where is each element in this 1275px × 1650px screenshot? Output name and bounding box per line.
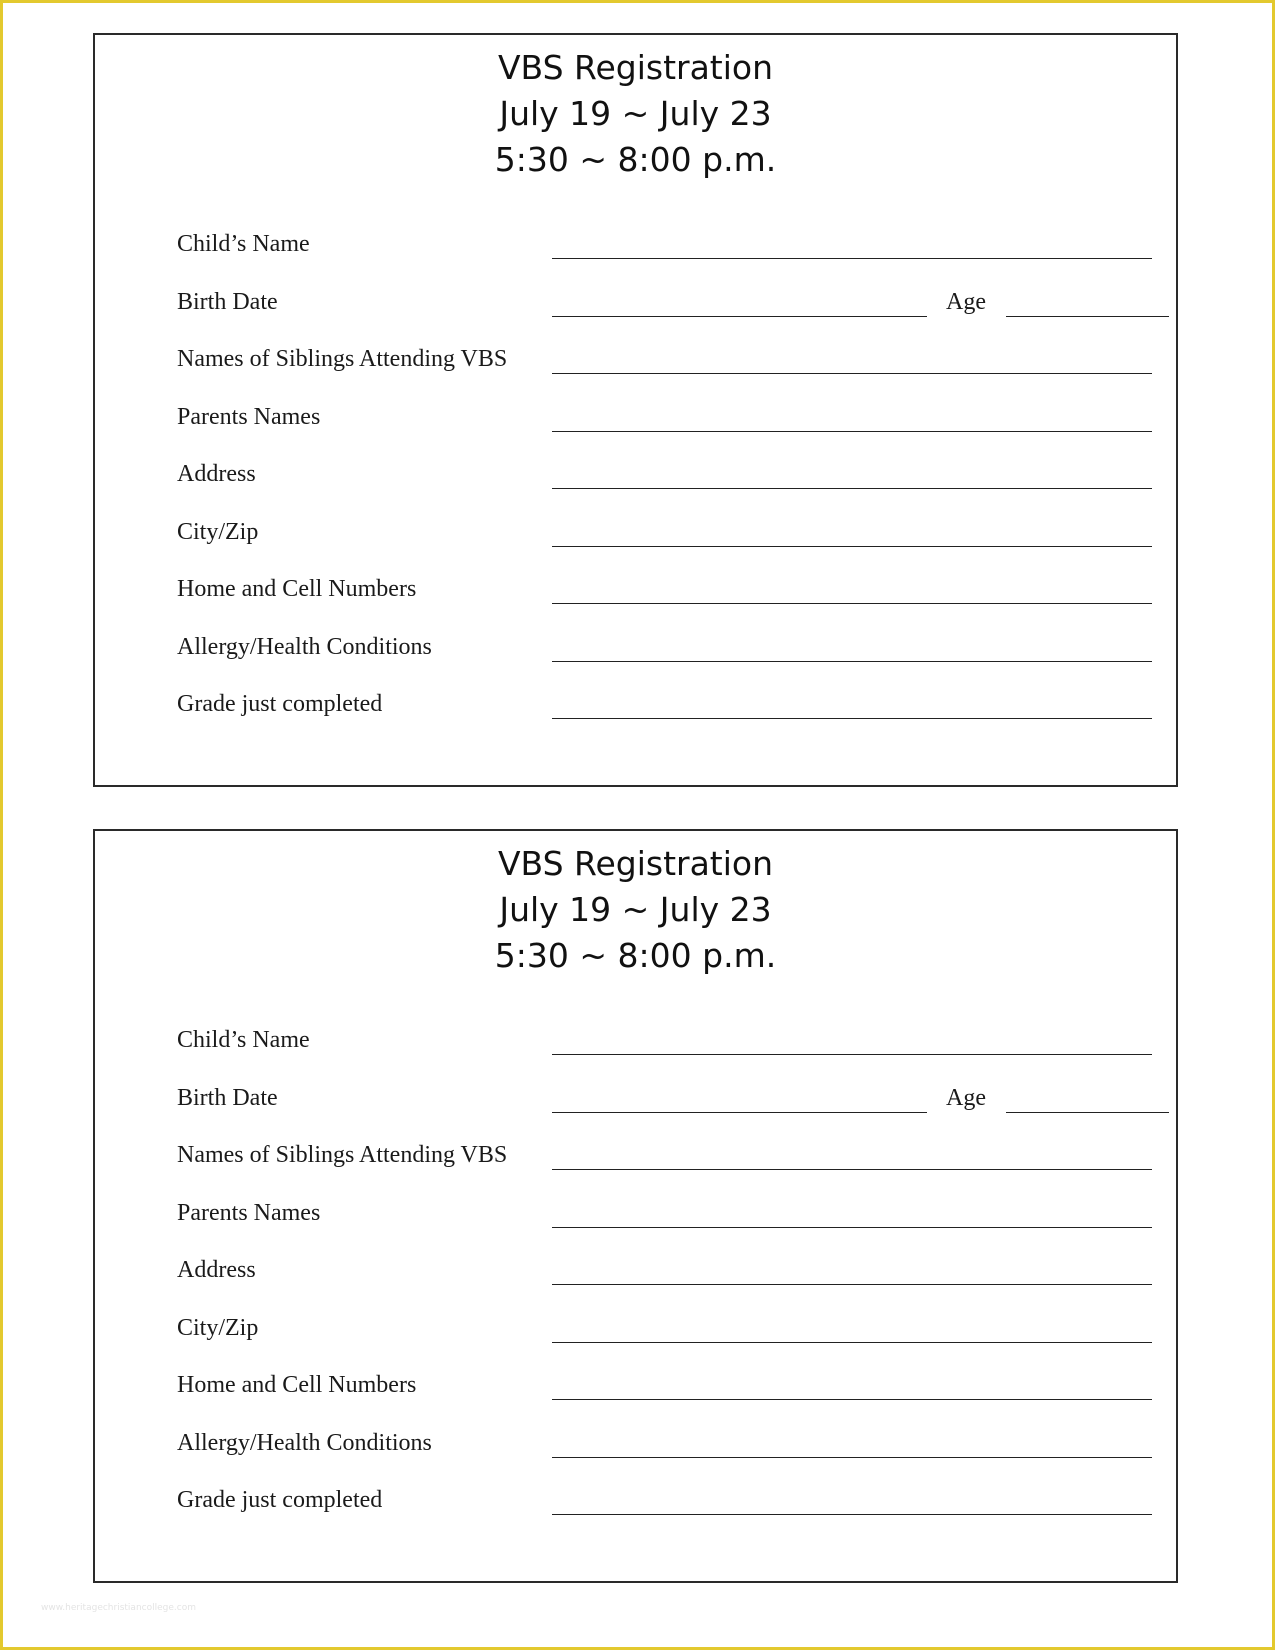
age-blank[interactable]: [1006, 1112, 1169, 1113]
city-zip-label: City/Zip: [177, 518, 259, 545]
address-label: Address: [177, 1257, 256, 1283]
grade-label: Grade just completed: [177, 1487, 383, 1513]
address-blank[interactable]: [552, 488, 1152, 489]
city-zip-label: City/Zip: [177, 1314, 259, 1341]
grade-label: Grade just completed: [177, 691, 383, 717]
child-name-label: Child’s Name: [177, 1027, 310, 1053]
age-blank[interactable]: [1006, 316, 1169, 317]
field-row-allergy: [177, 1429, 1148, 1487]
event-dates: July 19 ~ July 23: [499, 94, 772, 133]
field-row-parents: [177, 403, 1148, 461]
phone-blank[interactable]: [552, 1399, 1152, 1400]
address-blank[interactable]: [552, 1284, 1152, 1285]
card-header: [95, 45, 1176, 183]
allergy-blank[interactable]: [552, 1457, 1152, 1458]
birth-date-blank[interactable]: [552, 316, 927, 317]
birth-date-label: Birth Date: [177, 288, 278, 315]
child-name-blank[interactable]: [552, 1054, 1152, 1055]
allergy-label: Allergy/Health Conditions: [177, 633, 432, 660]
grade-blank[interactable]: [552, 1514, 1152, 1515]
field-row-birth-date: [177, 288, 1148, 346]
child-name-label: Child’s Name: [177, 231, 310, 257]
parents-label: Parents Names: [177, 403, 321, 430]
siblings-label: Names of Siblings Attending VBS: [177, 1142, 508, 1168]
card-header: [95, 841, 1176, 979]
city-zip-blank[interactable]: [552, 1342, 1152, 1343]
allergy-label: Allergy/Health Conditions: [177, 1429, 432, 1456]
age-label: Age: [946, 1084, 986, 1111]
siblings-blank[interactable]: [552, 1169, 1152, 1170]
parents-blank[interactable]: [552, 1227, 1152, 1228]
field-row-city-zip: [177, 518, 1148, 576]
phone-label: Home and Cell Numbers: [177, 576, 417, 602]
birth-date-blank[interactable]: [552, 1112, 927, 1113]
field-row-child-name: [177, 230, 1148, 288]
siblings-label: Names of Siblings Attending VBS: [177, 346, 508, 372]
form-title: VBS Registration: [497, 844, 774, 883]
child-name-blank[interactable]: [552, 258, 1152, 259]
city-zip-blank[interactable]: [552, 546, 1152, 547]
grade-blank[interactable]: [552, 718, 1152, 719]
field-row-city-zip: [177, 1314, 1148, 1372]
event-dates: July 19 ~ July 23: [499, 890, 772, 929]
parents-blank[interactable]: [552, 431, 1152, 432]
field-row-address: [177, 1256, 1148, 1314]
field-row-siblings: [177, 1141, 1148, 1199]
age-label: Age: [946, 288, 986, 315]
event-time: 5:30 ~ 8:00 p.m.: [494, 140, 777, 179]
registration-card-1: [93, 33, 1178, 787]
form-title: VBS Registration: [497, 48, 774, 87]
address-label: Address: [177, 461, 256, 487]
phone-label: Home and Cell Numbers: [177, 1372, 417, 1398]
field-row-phone: [177, 575, 1148, 633]
field-row-birth-date: [177, 1084, 1148, 1142]
form-fields: [177, 230, 1148, 748]
field-row-address: [177, 460, 1148, 518]
birth-date-label: Birth Date: [177, 1084, 278, 1111]
parents-label: Parents Names: [177, 1199, 321, 1226]
field-row-grade: [177, 1486, 1148, 1544]
field-row-grade: [177, 690, 1148, 748]
phone-blank[interactable]: [552, 603, 1152, 604]
field-row-parents: [177, 1199, 1148, 1257]
event-time: 5:30 ~ 8:00 p.m.: [494, 936, 777, 975]
field-row-allergy: [177, 633, 1148, 691]
allergy-blank[interactable]: [552, 661, 1152, 662]
registration-card-2: [93, 829, 1178, 1583]
form-fields: [177, 1026, 1148, 1544]
field-row-phone: [177, 1371, 1148, 1429]
field-row-siblings: [177, 345, 1148, 403]
watermark: www.heritagechristiancollege.com: [41, 1603, 196, 1613]
siblings-blank[interactable]: [552, 373, 1152, 374]
field-row-child-name: [177, 1026, 1148, 1084]
